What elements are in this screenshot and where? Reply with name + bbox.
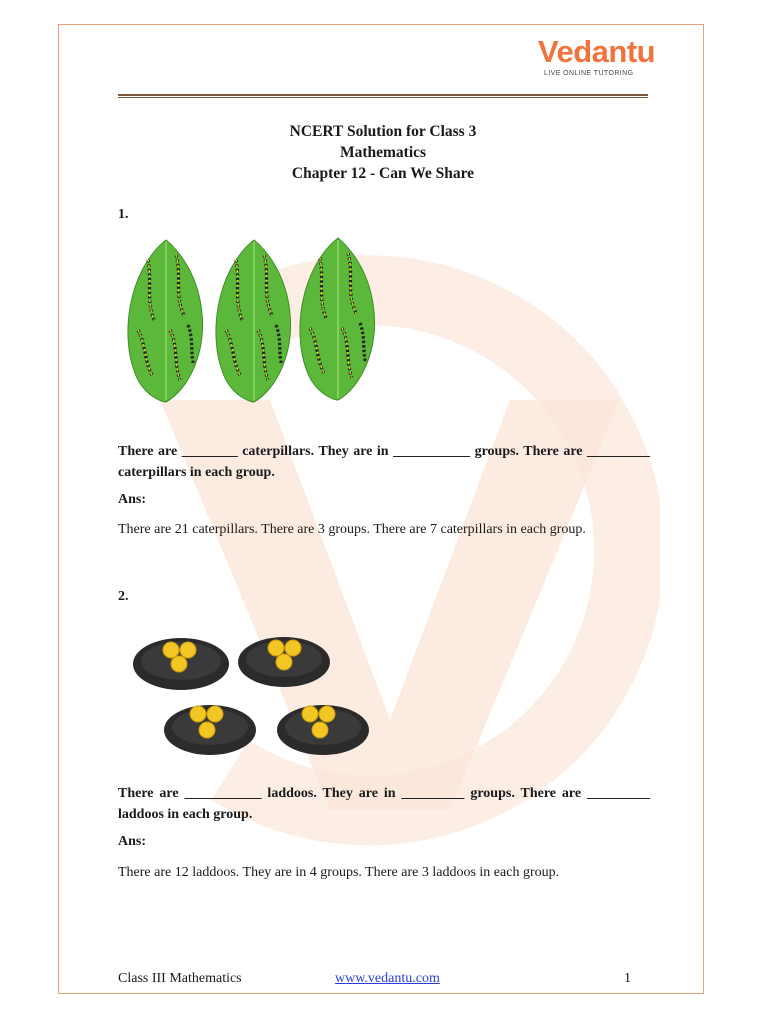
page-title bbox=[118, 121, 648, 184]
question-1-answer: There are 21 caterpillars. There are 3 groups. There are 7 caterpillars in each group. bbox=[118, 522, 586, 537]
footer-website-link[interactable]: www.vedantu.com bbox=[335, 971, 440, 986]
leaf-1 bbox=[128, 240, 203, 402]
plate-2 bbox=[238, 637, 330, 687]
question-2-number: 2. bbox=[118, 589, 129, 604]
leaf-2 bbox=[216, 240, 291, 402]
laddoo-plates-image bbox=[128, 628, 378, 760]
plate-1 bbox=[133, 638, 229, 690]
footer-subject: Class III Mathematics bbox=[118, 971, 242, 986]
question-2-text: There are ___________ laddoos. They are in _________ groups. There are _________ laddoos in each group. bbox=[118, 786, 650, 822]
question-1-ans-label: Ans: bbox=[118, 492, 147, 507]
plate-4 bbox=[277, 705, 369, 755]
logo-tagline: LIVE ONLINE TUTORING bbox=[544, 70, 634, 77]
question-2-ans-label: Ans: bbox=[118, 834, 147, 849]
question-1-text: There are ________ caterpillars. They are in ___________ groups. There are _________ caterpillars in each group. bbox=[118, 444, 650, 480]
footer-page-number: 1 bbox=[624, 971, 631, 986]
title-line-2: Mathematics bbox=[339, 144, 427, 161]
logo-wordmark: Vedantu bbox=[538, 34, 656, 69]
plate-3 bbox=[164, 705, 256, 755]
title-line-1: NCERT Solution for Class 3 bbox=[289, 123, 477, 140]
title-line-3: Chapter 12 - Can We Share bbox=[291, 165, 475, 182]
header-rule bbox=[118, 94, 648, 98]
question-1-number: 1. bbox=[118, 207, 129, 222]
question-2-answer: There are 12 laddoos. They are in 4 groups. There are 3 laddoos in each group. bbox=[118, 865, 560, 880]
vedantu-logo bbox=[538, 34, 656, 82]
leaf-3 bbox=[300, 238, 375, 400]
caterpillar-leaves-image bbox=[118, 230, 380, 405]
